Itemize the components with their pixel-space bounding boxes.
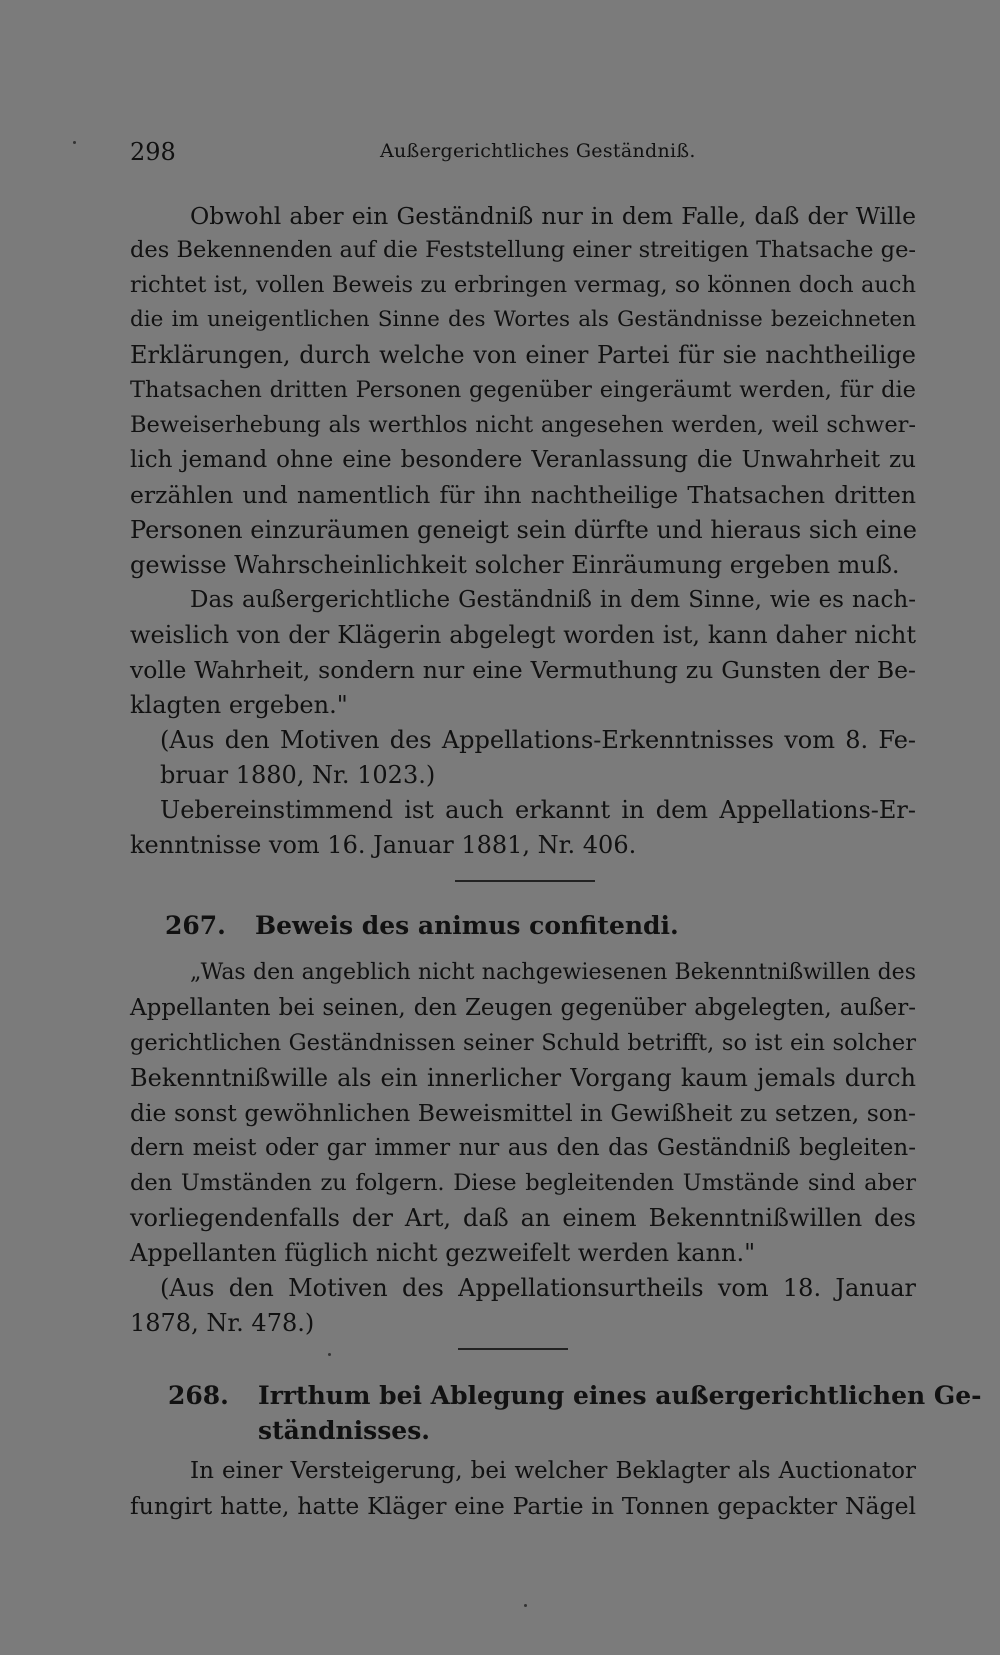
running-title: Außergerichtliches Geständniß. [380,140,696,162]
section-divider [458,1348,568,1350]
section-title-continued: ständnisses. [258,1416,430,1445]
section-title: Irrthum bei Ablegung eines außergerichtlichen Ge- [258,1381,982,1410]
text-line: Appellanten füglich nicht gezweifelt werden kann." [130,1239,756,1267]
text-line: gewisse Wahrscheinlichkeit solcher Einräumung ergeben muß. [130,551,900,579]
text-line: „Was den angeblich nicht nachgewiesenen Bekenntnißwillen des [190,960,916,985]
text-line: Thatsachen dritten Personen gegenüber eingeräumt werden, für die [130,377,916,403]
citation-line: (Aus den Motiven des Appellations-Erkenntnisses vom 8. Fe- [160,726,916,754]
text-line: kenntnisse vom 16. Januar 1881, Nr. 406. [130,831,637,859]
section-number: 268. [168,1381,229,1410]
section-number: 267. [165,911,226,940]
text-line: fungirt hatte, hatte Kläger eine Partie in Tonnen gepackter Nägel [130,1492,916,1520]
text-line: Das außergerichtliche Geständniß in dem Sinne, wie es nach- [190,587,916,613]
scan-speck [328,1353,331,1356]
text-line: Bekenntnißwille als ein innerlicher Vorgang kaum jemals durch [130,1064,916,1092]
scan-speck [524,1604,527,1607]
citation-line: bruar 1880, Nr. 1023.) [160,761,436,789]
citation-line: (Aus den Motiven des Appellationsurtheils vom 18. Januar [160,1274,916,1302]
text-line: lich jemand ohne eine besondere Veranlassung die Unwahrheit zu [130,447,916,473]
text-line: dern meist oder gar immer nur aus den das Geständniß begleiten- [130,1135,916,1161]
text-line: Personen einzuräumen geneigt sein dürfte und hieraus sich eine [130,516,917,544]
page-number: 298 [130,138,176,166]
page-header [130,138,920,174]
section-divider [455,880,595,882]
section-heading-267 [165,911,679,940]
text-line: erzählen und namentlich für ihn nachtheilige Thatsachen dritten [130,481,916,509]
text-line: Uebereinstimmend ist auch erkannt in dem Appellations-Er- [160,796,916,824]
text-line: Erklärungen, durch welche von einer Partei für sie nachtheilige [130,341,916,369]
text-line: klagten ergeben." [130,691,348,719]
section-heading-268 [168,1381,982,1410]
scan-speck [73,141,76,144]
text-line: den Umständen zu folgern. Diese begleitenden Umstände sind aber [130,1170,916,1196]
text-line: des Bekennenden auf die Feststellung einer streitigen Thatsache ge- [130,237,916,263]
section-title: Beweis des animus confitendi. [255,911,679,940]
text-line: gerichtlichen Geständnissen seiner Schuld betrifft, so ist ein solcher [130,1030,916,1056]
text-line: die sonst gewöhnlichen Beweismittel in Gewißheit zu setzen, son- [130,1099,916,1127]
text-line: die im uneigentlichen Sinne des Wortes als Geständnisse bezeichneten [130,307,916,332]
citation-line: 1878, Nr. 478.) [130,1309,315,1337]
text-line: Appellanten bei seinen, den Zeugen gegenüber abgelegten, außer- [130,995,916,1021]
text-line: volle Wahrheit, sondern nur eine Vermuthung zu Gunsten der Be- [130,656,916,684]
text-line: richtet ist, vollen Beweis zu erbringen vermag, so können doch auch [130,272,916,298]
text-line: Beweiserhebung als werthlos nicht angesehen werden, weil schwer- [130,412,916,438]
text-line: vorliegendenfalls der Art, daß an einem Bekenntnißwillen des [130,1204,916,1232]
text-line: weislich von der Klägerin abgelegt worden ist, kann daher nicht [130,621,916,649]
text-line: In einer Versteigerung, bei welcher Beklagter als Auctionator [190,1458,916,1484]
text-line: Obwohl aber ein Geständniß nur in dem Falle, daß der Wille [190,202,916,230]
